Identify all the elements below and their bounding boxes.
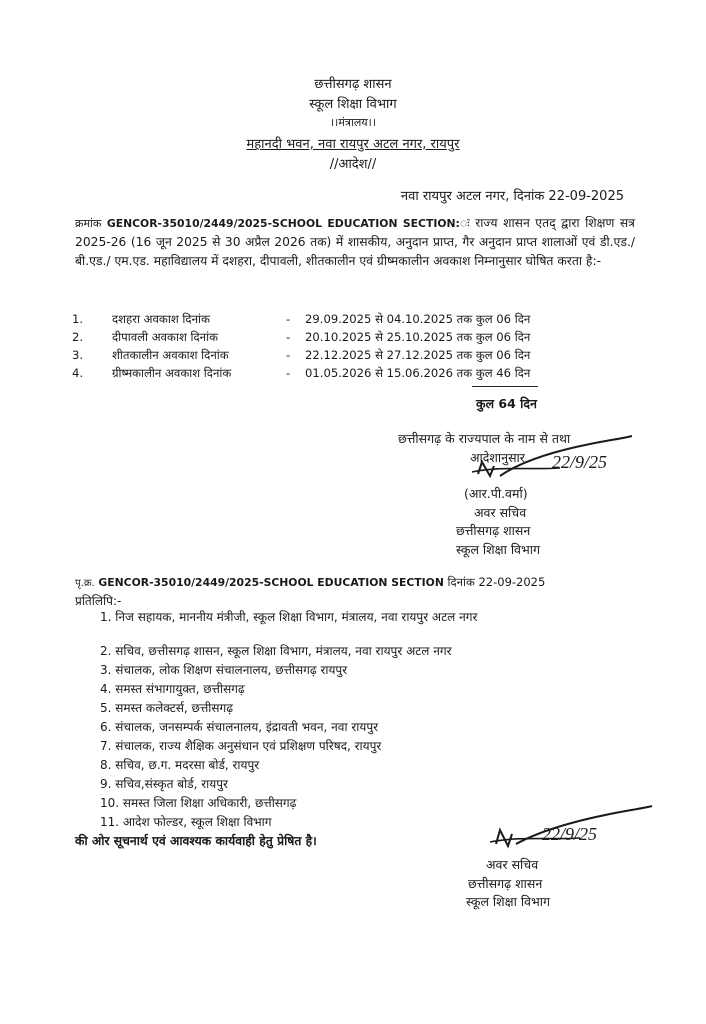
header-address: महानदी भवन, नवा रायपुर अटल नगर, रायपुर [246, 137, 460, 152]
header-govt: छत्तीसगढ़ शासन [314, 77, 392, 92]
signatory-designation: अवर सचिव [486, 857, 539, 872]
holiday-name: दीपावली अवकाश दिनांक [112, 330, 219, 344]
copy-list-item: 9. सचिव,संस्कृत बोर्ड, रायपुर [100, 777, 228, 791]
holiday-period: 01.05.2026 से 15.06.2026 तक कुल 46 दिन [305, 366, 531, 380]
body-text: राज्य शासन एतद् द्वारा शिक्षण सत्र 2025-26 (16 जून 2025 से 30 अप्रैल 2026 तक) में शासकीय, अनुदान प्राप्त, गैर अनुदान प्राप्त शालाओं एवं डी.एड./बी.एड./ एम.एड. महाविद्यालय में दशहरा, दीपावली, शीतकालीन एवं ग्रीष्मकालीन अवकाश निम्नानुसार घोषित करता है:- [75, 216, 635, 268]
header-ministry: ।।मंत्रालय।। [329, 116, 376, 129]
holiday-num: 4. [72, 366, 84, 380]
holiday-dash: - [286, 366, 291, 380]
copy-list-item: 4. समस्त संभागायुक्त, छत्तीसगढ़ [100, 682, 245, 696]
ref-mark: ः [459, 216, 470, 230]
copy-list-item: 6. संचालक, जनसम्पर्क संचालनालय, इंद्रावती भवन, नवा रायपुर [100, 720, 379, 734]
holiday-name: दशहरा अवकाश दिनांक [112, 312, 210, 326]
signatory-designation: अवर सचिव [474, 505, 527, 520]
copy-list-item: 7. संचालक, राज्य शैक्षिक अनुसंधान एवं प्रशिक्षण परिषद, रायपुर [100, 739, 382, 753]
endorsement-date: दिनांक 22-09-2025 [447, 575, 546, 589]
copy-list-item: 11. आदेश फोल्डर, स्कूल शिक्षा विभाग [100, 815, 272, 829]
total-divider [472, 386, 538, 387]
order-body [75, 214, 635, 271]
copy-list-item: 1. निज सहायक, माननीय मंत्रीजी, स्कूल शिक्षा विभाग, मंत्रालय, नवा रायपुर अटल नगर [100, 610, 478, 624]
closing-text: की ओर सूचनार्थ एवं आवश्यक कार्यवाही हेतु प्रेषित है। [75, 834, 317, 848]
copy-list-item: 5. समस्त कलेक्टर्स, छत्तीसगढ़ [100, 701, 233, 715]
holiday-name: ग्रीष्मकालीन अवकाश दिनांक [112, 366, 232, 380]
signatory-dept: स्कूल शिक्षा विभाग [456, 542, 541, 557]
signature-date: 22/9/25 [542, 824, 598, 844]
total-days: कुल 64 दिन [476, 396, 537, 411]
holiday-name: शीतकालीन अवकाश दिनांक [112, 348, 229, 362]
copy-list-item: 2. सचिव, छत्तीसगढ़ शासन, स्कूल शिक्षा विभाग, मंत्रालय, नवा रायपुर अटल नगर [100, 644, 452, 658]
holiday-num: 3. [72, 348, 84, 362]
ref-label: क्रमांक [75, 217, 102, 230]
holiday-period: 22.12.2025 से 27.12.2025 तक कुल 06 दिन [305, 348, 531, 362]
copy-list-item: 3. संचालक, लोक शिक्षण संचालनालय, छत्तीसगढ़ रायपुर [100, 663, 348, 677]
signatory-dept: स्कूल शिक्षा विभाग [466, 894, 551, 909]
copy-label: प्रतिलिपि:- [75, 594, 122, 608]
signatory-name: (आर.पी.वर्मा) [464, 486, 528, 501]
signature-authority: छत्तीसगढ़ के राज्यपाल के नाम से तथा [398, 431, 571, 446]
endorsement-label: पृ.क्र. [75, 578, 95, 589]
signature-order-text: आदेशानुसार [470, 450, 525, 465]
endorsement-line [75, 575, 545, 590]
holiday-num: 2. [72, 330, 84, 344]
holiday-num: 1. [72, 312, 84, 326]
copy-list-item: 8. सचिव, छ.ग. मदरसा बोर्ड, रायपुर [100, 758, 260, 772]
signature-date: 22/9/25 [552, 452, 608, 472]
holiday-period: 29.09.2025 से 04.10.2025 तक कुल 06 दिन [305, 312, 531, 326]
endorsement-ref: GENCOR-35010/2449/2025-SCHOOL EDUCATION SECTION [98, 576, 444, 589]
signatory-govt: छत्तीसगढ़ शासन [468, 876, 543, 891]
holiday-dash: - [286, 348, 291, 362]
holiday-dash: - [286, 312, 291, 326]
copy-list-item: 10. समस्त जिला शिक्षा अधिकारी, छत्तीसगढ़ [100, 796, 297, 810]
header-order: //आदेश// [329, 157, 377, 172]
holiday-period: 20.10.2025 से 25.10.2025 तक कुल 06 दिन [305, 330, 531, 344]
signatory-govt: छत्तीसगढ़ शासन [456, 523, 531, 538]
ref-number: GENCOR-35010/2449/2025-SCHOOL EDUCATION SECTION: [106, 217, 460, 230]
holiday-dash: - [286, 330, 291, 344]
order-date: नवा रायपुर अटल नगर, दिनांक 22-09-2025 [400, 189, 624, 204]
signature-scribble [480, 800, 660, 860]
header-dept: स्कूल शिक्षा विभाग [309, 97, 397, 112]
signature-scribble [460, 432, 640, 492]
